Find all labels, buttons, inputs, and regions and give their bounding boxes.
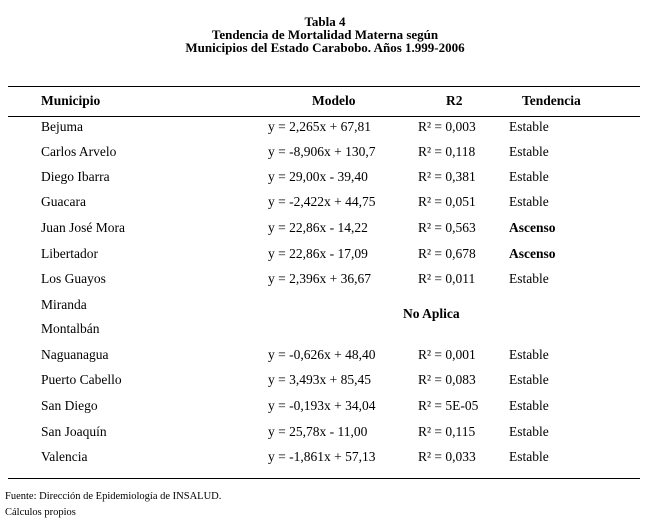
cell-r2: R² = 5E-05 <box>418 398 479 413</box>
cell-tendencia: Estable <box>509 347 549 362</box>
cell-municipio: Carlos Arvelo <box>41 144 117 159</box>
table-title <box>0 15 650 54</box>
cell-municipio: Libertador <box>41 246 98 261</box>
cell-r2: R² = 0,678 <box>418 246 476 261</box>
cell-tendencia: Ascenso <box>509 246 556 261</box>
cell-tendencia: Estable <box>509 398 549 413</box>
cell-municipio: Puerto Cabello <box>41 372 122 387</box>
top-rule <box>8 86 640 87</box>
table-row <box>0 372 650 392</box>
source-line-1: Fuente: Dirección de Epidemiología de INSALUD. <box>5 491 222 502</box>
title-line-2: Tendencia de Mortalidad Materna según <box>211 27 439 42</box>
cell-municipio: Guacara <box>41 194 86 209</box>
cell-modelo: y = 22,86x - 17,09 <box>268 246 368 261</box>
cell-municipio: Montalbán <box>41 321 100 336</box>
cell-municipio: Valencia <box>41 449 88 464</box>
cell-modelo: y = -0,193x + 34,04 <box>268 398 376 413</box>
cell-tendencia: Estable <box>509 144 549 159</box>
cell-r2: R² = 0,115 <box>418 424 476 439</box>
cell-tendencia: Estable <box>509 424 549 439</box>
cell-r2: R² = 0,011 <box>418 271 476 286</box>
header-tendencia: Tendencia <box>522 93 581 108</box>
cell-municipio: San Joaquín <box>41 424 107 439</box>
title-line-1: Tabla 4 <box>304 14 346 29</box>
cell-r2: R² = 0,051 <box>418 194 476 209</box>
table-row <box>0 271 650 291</box>
cell-municipio: Diego Ibarra <box>41 169 110 184</box>
cell-municipio: Los Guayos <box>41 271 106 286</box>
table-row <box>0 119 650 139</box>
cell-municipio: Naguanagua <box>41 347 109 362</box>
table-row <box>0 220 650 240</box>
cell-modelo: y = -1,861x + 57,13 <box>268 449 376 464</box>
cell-r2: R² = 0,033 <box>418 449 476 464</box>
cell-modelo: y = -8,906x + 130,7 <box>268 144 376 159</box>
cell-tendencia: Estable <box>509 372 549 387</box>
cell-tendencia: Estable <box>509 271 549 286</box>
cell-modelo: y = 29,00x - 39,40 <box>268 169 368 184</box>
bottom-rule <box>8 478 640 479</box>
cell-tendencia: Estable <box>509 194 549 209</box>
header-modelo: Modelo <box>312 93 356 108</box>
table-row <box>0 246 650 266</box>
cell-modelo: y = 22,86x - 14,22 <box>268 220 368 235</box>
header-municipio: Municipio <box>41 93 101 108</box>
cell-r2: R² = 0,563 <box>418 220 476 235</box>
cell-municipio: Juan José Mora <box>41 220 125 235</box>
cell-r2: R² = 0,003 <box>418 119 476 134</box>
cell-modelo: y = 2,265x + 67,81 <box>268 119 371 134</box>
title-line-3: Municipios del Estado Carabobo. Años 1.999-2006 <box>185 40 465 55</box>
source-line-2: Cálculos propios <box>5 507 76 518</box>
table-row <box>0 449 650 469</box>
table-row <box>0 169 650 189</box>
cell-tendencia: Estable <box>509 449 549 464</box>
table-row <box>0 297 650 317</box>
header-r2: R2 <box>446 93 463 108</box>
cell-r2: R² = 0,118 <box>418 144 476 159</box>
table-row <box>0 347 650 367</box>
cell-modelo: y = -2,422x + 44,75 <box>268 194 376 209</box>
table-row <box>0 424 650 444</box>
cell-r2: R² = 0,001 <box>418 347 476 362</box>
table-row <box>0 321 650 341</box>
table-row <box>0 194 650 214</box>
cell-modelo: y = 3,493x + 85,45 <box>268 372 371 387</box>
cell-municipio: Bejuma <box>41 119 83 134</box>
cell-r2: R² = 0,083 <box>418 372 476 387</box>
cell-r2: R² = 0,381 <box>418 169 476 184</box>
cell-tendencia: Ascenso <box>509 220 556 235</box>
cell-municipio: San Diego <box>41 398 98 413</box>
cell-modelo: y = 25,78x - 11,00 <box>268 424 368 439</box>
cell-modelo: y = 2,396x + 36,67 <box>268 271 371 286</box>
no-aplica-label: No Aplica <box>403 306 460 321</box>
table-row <box>0 144 650 164</box>
cell-modelo: y = -0,626x + 48,40 <box>268 347 376 362</box>
cell-tendencia: Estable <box>509 119 549 134</box>
header-rule <box>8 116 640 117</box>
table-row <box>0 398 650 418</box>
cell-municipio: Miranda <box>41 297 87 312</box>
cell-tendencia: Estable <box>509 169 549 184</box>
